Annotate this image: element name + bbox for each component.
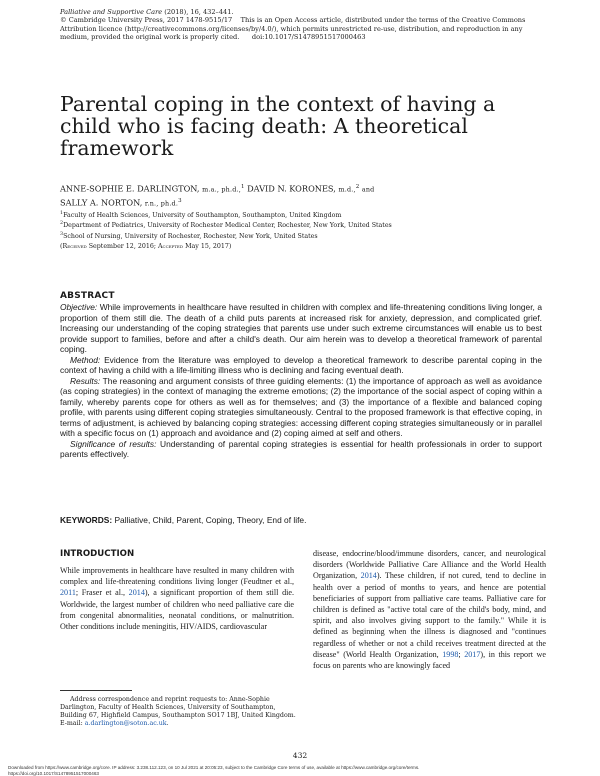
significance-text: Understanding of parental coping strategies is essential for health professionals in order to support parents effectively.	[60, 438, 542, 459]
intro-text: ), a significant proportion of them still die. Worldwide, the largest number of children who need palliative care die from congenital abnormalities, neonatal conditions, or malnutrition. Other conditions include meningitis, HIV/AIDS, cardiovascular	[60, 588, 294, 632]
and-word: and	[361, 185, 375, 194]
abstract-results	[60, 376, 542, 439]
intro-text: ). These children, if not cured, tend to decline in health over a period of months to years, and hence are potential beneficiaries of support from palliative care teams. Palliative care for children is defined as "active total care of the child's body, mind, and spirit, and also involves giving support to the family." While it is defined as beginning when the illness is diagnosed and "continues regardless of whether or not a child receives treatment directed at the disease" (World Health Organization,	[313, 571, 546, 659]
objective-label: Objective:	[60, 302, 98, 312]
journal-citation: (2018), 16, 432–441.	[164, 8, 234, 16]
accepted-label: Accepted	[157, 243, 184, 250]
email-link[interactable]: a.darlington@soton.ac.uk	[84, 720, 167, 727]
results-label: Results:	[70, 375, 101, 386]
license-line-1: This is an Open Access article, distributed under the terms of the Creative Commons	[240, 16, 526, 25]
article-title: Parental coping in the context of having a child who is facing death: A theoretical framework	[60, 92, 496, 160]
journal-name: Palliative and Supportive Care	[60, 8, 163, 16]
author-name: SALLY A. NORTON,	[60, 197, 143, 208]
method-text: Evidence from the literature was employed to develop a theoretical framework to describe parental coping in the context of having a child with a life-limiting illness who is declining and facing eventual death.	[60, 354, 542, 375]
author-list	[60, 182, 530, 209]
download-notice: Downloaded from https://www.cambridge.org/core. IP address: 3.238.112.123, on 10 Jul 2021 at 20:05:23, subject to the Cambridge Core terms of use, available at https://www.cambridge.org/core/terms.	[8, 765, 420, 770]
intro-left-column	[60, 565, 294, 632]
license-line-3: medium, provided the original work is properly cited.	[60, 33, 240, 42]
abstract-heading: ABSTRACT	[60, 291, 115, 301]
abstract-objective	[60, 302, 542, 355]
abstract-significance	[60, 439, 542, 460]
affil-text: Faculty of Health Sciences, University of Southampton, Southampton, United Kingdom	[63, 212, 342, 220]
citation-link[interactable]: 2014	[360, 571, 377, 581]
affil-marker: 1	[60, 211, 64, 216]
doi-footer-link[interactable]: https://doi.org/10.1017/S1478951517000463	[8, 770, 99, 776]
citation-link[interactable]: 2014	[128, 588, 145, 598]
keywords-text: Palliative, Child, Parent, Coping, Theory, End of life.	[114, 515, 307, 525]
intro-right-column	[313, 548, 546, 671]
footnote-end: .	[166, 720, 169, 727]
author-degree: m.a., ph.d.,	[202, 185, 241, 194]
affiliation-item	[60, 210, 540, 220]
citation-link[interactable]: 1998	[442, 649, 459, 659]
keywords	[60, 515, 542, 525]
author-degree: r.n., ph.d.	[144, 199, 179, 208]
author-name: DAVID N. KORONES,	[247, 183, 336, 194]
download-footer	[8, 765, 598, 776]
author-degree: m.d.,	[338, 185, 356, 194]
intro-text: ;	[458, 649, 465, 659]
received-label: Received	[62, 243, 87, 250]
abstract-body	[60, 302, 542, 460]
significance-label: Significance of results:	[70, 438, 157, 449]
author-name: ANNE-SOPHIE E. DARLINGTON,	[60, 183, 200, 194]
correspondence-footnote	[60, 696, 296, 728]
intro-paragraph	[313, 548, 546, 671]
received-date: September 12, 2016;	[88, 243, 156, 250]
affiliation-item	[60, 220, 540, 230]
received-accepted-dates: (Received September 12, 2016; Accepted May 15, 2017)	[60, 243, 232, 250]
footnote-text: Address correspondence and reprint requests to: Anne-Sophie Darlington, Faculty of Health Sciences, University of Southampton, Building 67, Highfield Campus, Southampton SO17 1BJ, United Kingdom. E-mail:	[60, 696, 296, 727]
abstract-method	[60, 355, 542, 376]
citation-link[interactable]: 2017	[464, 649, 481, 659]
affil-marker: 3	[60, 231, 64, 237]
affil-text: Department of Pediatrics, University of Rochester Medical Center, Rochester, New York, United States	[63, 222, 392, 230]
intro-text: ; Fraser et al.,	[75, 588, 129, 598]
author-affil-marker: 3	[178, 197, 182, 204]
license-line-2: Attribution licence (http://creativecommons.org/licenses/by/4.0/), which permits unrestricted re-use, distribution, and reproduction in any	[60, 24, 523, 33]
intro-text: disease, endocrine/blood/immune disorders, cancer, and neurological disorders (Worldwide Palliative Care Alliance and the World Health Organization,	[313, 549, 546, 581]
affiliation-item	[60, 231, 540, 241]
keywords-label: KEYWORDS:	[60, 515, 113, 525]
intro-paragraph	[60, 565, 294, 632]
introduction-heading: INTRODUCTION	[60, 549, 135, 559]
journal-header	[60, 8, 550, 42]
accepted-date: May 15, 2017)	[185, 243, 232, 250]
affil-marker: 2	[60, 221, 64, 227]
doi-link[interactable]: doi:10.1017/S1478951517000463	[251, 33, 366, 42]
page-number: 432	[292, 751, 308, 760]
author-affil-marker: 1	[240, 184, 245, 190]
objective-text: While improvements in healthcare have resulted in children with complex and life-threatening conditions living longer, a proportion of them still die. The death of a child puts parents at increased risk for anxiety, depression, and complicated grief. Increasing our understanding of the coping strategies that parents use under such extreme circumstances will enable us to best provide support to families, before and after a child's death. Our aim herein was to develop a theoretical framework of parental coping.	[60, 302, 542, 354]
intro-text: While improvements in healthcare have resulted in many children with complex and life-threatening conditions living longer (Feudtner et al.,	[60, 566, 294, 587]
author-affil-marker: 2	[355, 184, 360, 190]
footnote-divider	[60, 690, 132, 691]
method-label: Method:	[70, 354, 101, 365]
affil-text: School of Nursing, University of Rochester, Rochester, New York, United States	[63, 232, 318, 240]
intro-text: ), in this report we focus on parents who are knowingly faced	[313, 649, 546, 671]
citation-link[interactable]: 2011	[60, 588, 76, 598]
copyright-line: © Cambridge University Press, 2017 1478-9515/17	[60, 16, 233, 25]
results-text: The reasoning and argument consists of three guiding elements: (1) the importance of approach as well as avoidance (as coping strategies) in the context of managing the extreme emotions; (2) the importance of the social aspect of coping within a family, whereby parents cope for others as well as for themselves; and (3) the importance of a flexible and balanced coping profile, with parents using different coping strategies simultaneously. Central to the proposed framework is that effective coping, in terms of adjustment, is achieved by balancing coping strategies: accessing different coping strategies simultaneously or in parallel with a specific focus on (1) approach and avoidance and (2) coping aimed at self and others.	[60, 375, 542, 438]
affiliations	[60, 210, 540, 241]
